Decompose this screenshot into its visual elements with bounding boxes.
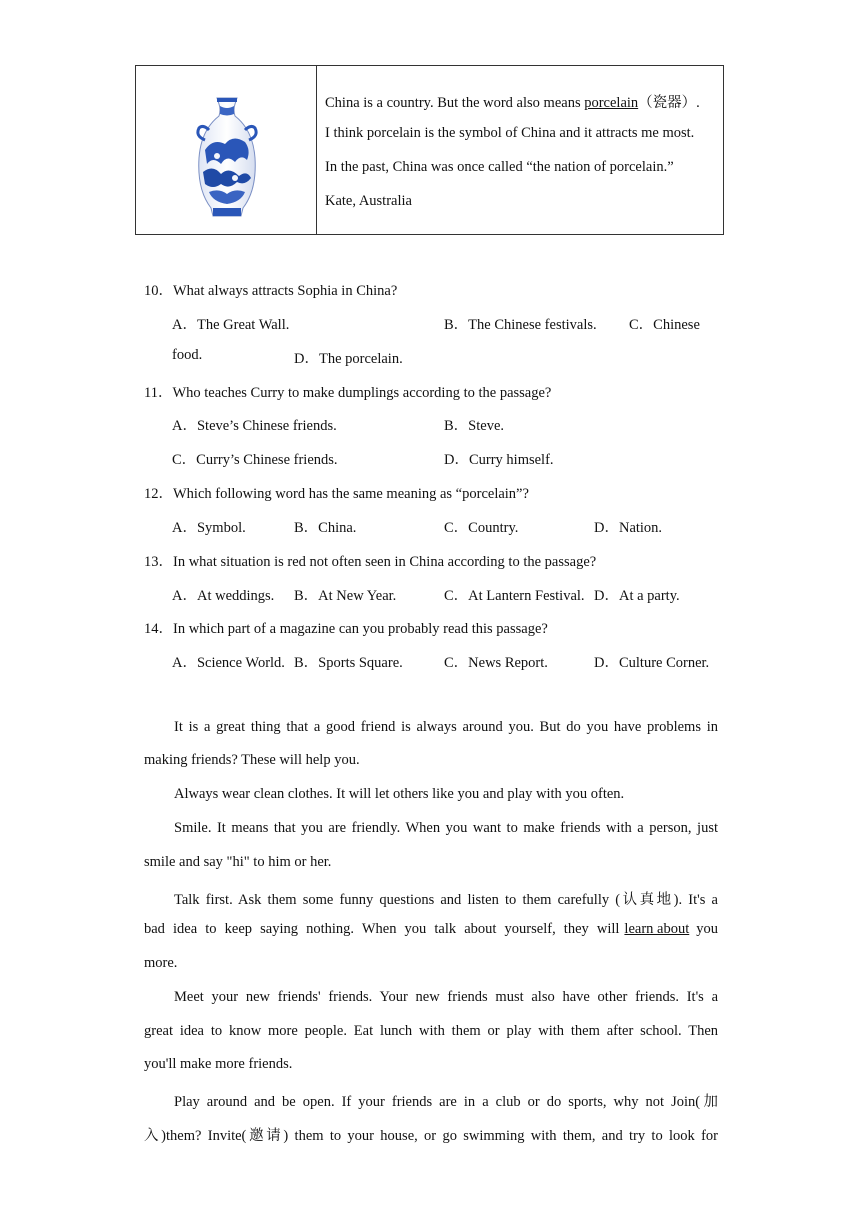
passage-p6-line1: Play around and be open. If your friends are in a club or do sports, why not Join(加 — [174, 1094, 718, 1110]
passage-p4-line2-text: bad idea to keep saying nothing. When you talk about yourself, they will — [144, 921, 620, 937]
passage-p4-line2-end: you — [696, 921, 718, 937]
q13-option-c[interactable]: C．At Lantern Festival. — [444, 588, 585, 604]
question-12-stem: 12．Which following word has the same meaning as “porcelain”? — [144, 486, 529, 502]
passage-p4-line1: Talk first. Ask them some funny questions and listen to them carefully (认真地). It's a — [174, 892, 718, 908]
q13-option-a[interactable]: A．At weddings. — [172, 588, 275, 604]
q14-option-c[interactable]: C．News Report. — [444, 655, 548, 671]
passage-p5-line3: you'll make more friends. — [144, 1056, 293, 1072]
passage-p3-line2: smile and say "hi" to him or her. — [144, 854, 332, 870]
question-13-stem: 13．In what situation is red not often seen in China according to the passage? — [144, 554, 597, 570]
q11-option-c[interactable]: C．Curry’s Chinese friends. — [172, 452, 338, 468]
kate-line-1 — [325, 91, 700, 112]
passage-p5-line2: great idea to know more people. Eat lunch with them or play with them after school. Then — [144, 1023, 718, 1039]
question-11-stem: 11．Who teaches Curry to make dumplings according to the passage? — [144, 385, 552, 401]
passage-p1-line2: making friends? These will help you. — [144, 752, 360, 768]
passage-p2: Always wear clean clothes. It will let others like you and play with you often. — [174, 786, 625, 802]
q12-option-b[interactable]: B．China. — [294, 520, 357, 536]
kate-line-3: In the past, China was once called “the nation of porcelain.” — [325, 159, 674, 175]
kate-line-1-gloss: （瓷器）. — [638, 95, 700, 111]
q10-option-b[interactable]: B．The Chinese festivals. — [444, 317, 597, 333]
q12-option-d[interactable]: D．Nation. — [594, 520, 663, 536]
question-14-stem: 14．In which part of a magazine can you probably read this passage? — [144, 621, 548, 637]
kate-info-table — [135, 65, 724, 235]
q14-option-a[interactable]: A．Science World. — [172, 655, 285, 671]
q11-option-a[interactable]: A．Steve’s Chinese friends. — [172, 418, 337, 434]
q10-option-c-continued[interactable]: food. — [172, 347, 203, 363]
underlined-phrase-learn-about: learn about — [624, 921, 690, 937]
porcelain-vase-image — [191, 94, 263, 222]
question-10-stem: 10．What always attracts Sophia in China? — [144, 283, 398, 299]
q10-option-a[interactable]: A．The Great Wall. — [172, 317, 290, 333]
underlined-word-porcelain: porcelain — [584, 95, 639, 111]
q10-option-c[interactable]: C．Chinese — [629, 317, 700, 333]
passage-p1-line1: It is a great thing that a good friend is always around you. But do you have problems in — [174, 719, 718, 735]
passage-p4-line2 — [144, 921, 718, 938]
passage-p3-line1: Smile. It means that you are friendly. When you want to make friends with a person, just — [174, 820, 718, 836]
passage-p6-line2: 入)them? Invite(邀请) them to your house, or go swimming with them, and try to look for — [144, 1128, 718, 1144]
q13-option-b[interactable]: B．At New Year. — [294, 588, 397, 604]
q12-option-c[interactable]: C．Country. — [444, 520, 519, 536]
passage-p4-line3: more. — [144, 955, 178, 971]
table-cell-divider — [316, 66, 317, 234]
kate-line-2: I think porcelain is the symbol of China and it attracts me most. — [325, 125, 695, 141]
q14-option-b[interactable]: B．Sports Square. — [294, 655, 403, 671]
q12-option-a[interactable]: A．Symbol. — [172, 520, 246, 536]
passage-p5-line1: Meet your new friends' friends. Your new friends must also have other friends. It's a — [174, 989, 718, 1005]
q11-option-d[interactable]: D．Curry himself. — [444, 452, 554, 468]
kate-signature: Kate, Australia — [325, 193, 412, 209]
q11-option-b[interactable]: B．Steve. — [444, 418, 505, 434]
q10-option-d[interactable]: D．The porcelain. — [294, 351, 403, 367]
q13-option-d[interactable]: D．At a party. — [594, 588, 680, 604]
q14-option-d[interactable]: D．Culture Corner. — [594, 655, 710, 671]
kate-line-1-text: China is a country. But the word also means — [325, 95, 585, 111]
